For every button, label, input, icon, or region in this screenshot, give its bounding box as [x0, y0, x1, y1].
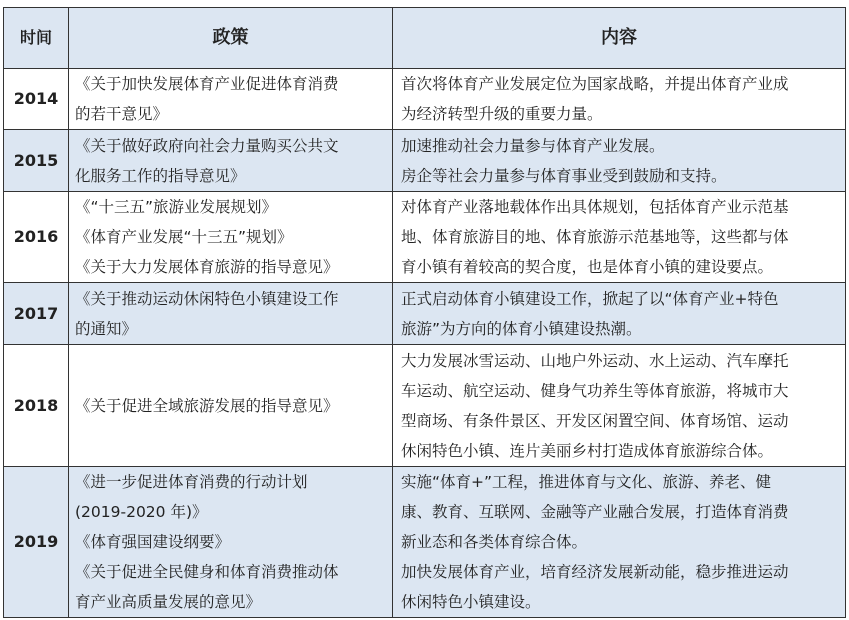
policy-line: 《进一步促进体育消费的行动计划 [75, 473, 308, 491]
year-cell: 2017 [4, 283, 69, 345]
header-content: 内容 [393, 8, 846, 69]
policy-line: 《关于大力发展体育旅游的指导意见》 [75, 258, 339, 276]
content-line: 旅游”为方向的体育小镇建设热潮。 [401, 319, 642, 338]
content-cell [393, 192, 846, 283]
content-line: 车运动、航空运动、健身气功养生等体育旅游，将城市大 [401, 381, 789, 400]
policy-cell [69, 130, 393, 192]
policy-cell [69, 192, 393, 283]
content-line: 首次将体育产业发展定位为国家战略，并提出体育产业成 [401, 75, 789, 93]
policy-cell [69, 283, 393, 345]
content-line: 正式启动体育小镇建设工作，掀起了以“体育产业+特色 [401, 289, 779, 308]
header-row [4, 8, 846, 69]
content-line: 康、教育、互联网、金融等产业融合发展，打造体育消费 [401, 503, 789, 521]
policy-table [3, 7, 846, 618]
policy-line: 《体育强国建设纲要》 [75, 533, 231, 551]
table-row [4, 467, 846, 618]
policy-line: 《关于促进全域旅游发展的指导意见》 [75, 396, 339, 415]
policy-line: 《关于推动运动休闲特色小镇建设工作 [75, 289, 339, 308]
policy-line: 《关于做好政府向社会力量购买公共文 [75, 136, 339, 155]
policy-line: 的通知》 [75, 319, 138, 338]
policy-line: 育产业高质量发展的意见》 [75, 593, 262, 611]
content-line: 加速推动社会力量参与体育产业发展。 [401, 136, 665, 155]
policy-line: 《“十三五”旅游业发展规划》 [75, 198, 278, 216]
content-line: 为经济转型升级的重要力量。 [401, 105, 603, 123]
year-cell: 2019 [4, 467, 69, 618]
year-cell: 2018 [4, 345, 69, 467]
table-row [4, 345, 846, 467]
content-cell [393, 467, 846, 618]
header-policy: 政策 [69, 8, 393, 69]
content-line: 育小镇有着较高的契合度，也是体育小镇的建设要点。 [401, 258, 774, 276]
policy-line: 《关于加快发展体育产业促进体育消费 [75, 75, 339, 93]
policy-line: 化服务工作的指导意见》 [75, 166, 246, 185]
content-line: 新业态和各类体育综合体。 [401, 533, 588, 551]
content-line: 地、体育旅游目的地、体育旅游示范基地等，这些都与体 [401, 228, 789, 246]
content-line: 实施“体育+”工程，推进体育与文化、旅游、养老、健 [401, 473, 772, 491]
content-line: 休闲特色小镇建设。 [401, 593, 541, 611]
policy-cell [69, 345, 393, 467]
year-cell: 2016 [4, 192, 69, 283]
content-line: 大力发展冰雪运动、山地户外运动、水上运动、汽车摩托 [401, 351, 789, 370]
policy-line: 《关于促进全民健身和体育消费推动体 [75, 563, 339, 581]
policy-line: 的若干意见》 [75, 105, 169, 123]
table-row [4, 69, 846, 130]
header-time: 时间 [4, 8, 69, 69]
content-cell [393, 130, 846, 192]
content-line: 加快发展体育产业，培育经济发展新动能，稳步推进运动 [401, 563, 789, 581]
content-line: 房企等社会力量参与体育事业受到鼓励和支持。 [401, 166, 727, 185]
table-row [4, 192, 846, 283]
year-cell: 2014 [4, 69, 69, 130]
content-line: 对体育产业落地载体作出具体规划，包括体育产业示范基 [401, 198, 789, 216]
table-row [4, 130, 846, 192]
policy-line: (2019-2020 年)》 [75, 503, 208, 521]
policy-cell [69, 467, 393, 618]
table-row [4, 283, 846, 345]
year-cell: 2015 [4, 130, 69, 192]
content-line: 型商场、有条件景区、开发区闲置空间、体育场馆、运动 [401, 411, 789, 430]
content-cell [393, 69, 846, 130]
content-cell [393, 345, 846, 467]
content-cell [393, 283, 846, 345]
policy-line: 《体育产业发展“十三五”规划》 [75, 228, 293, 246]
policy-cell [69, 69, 393, 130]
content-line: 休闲特色小镇、连片美丽乡村打造成体育旅游综合体。 [401, 441, 774, 460]
